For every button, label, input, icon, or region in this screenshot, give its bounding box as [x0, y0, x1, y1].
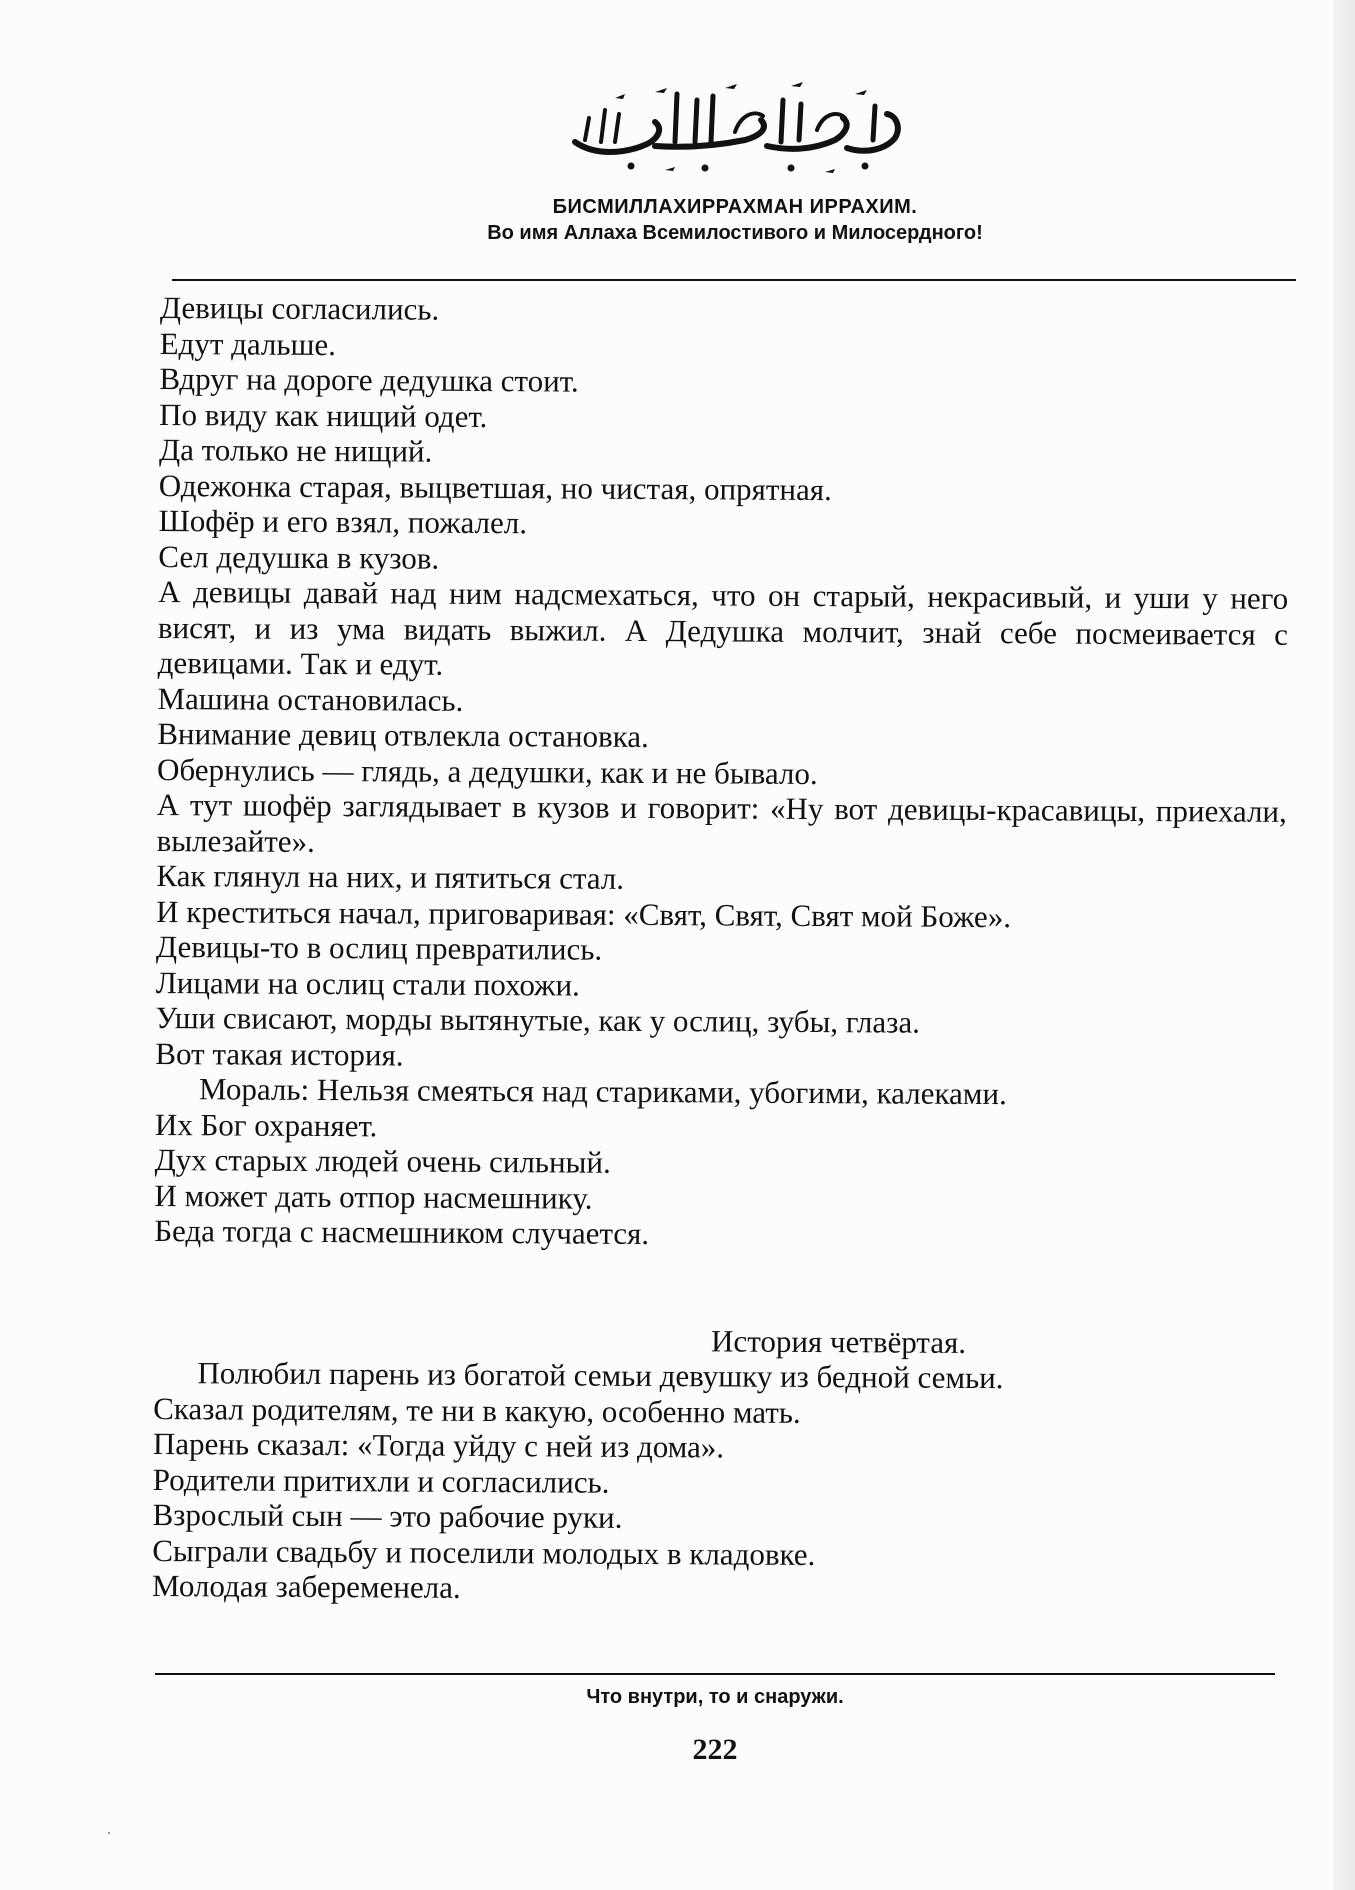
- text-line: Едут дальше.: [159, 325, 337, 362]
- text-line: Уши свисают, морды вытянутые, как у ослиц, зубы, глаза.: [155, 999, 921, 1040]
- text-line: Молодая забеременела.: [151, 1567, 461, 1605]
- text-line: И креститься начал, приговаривая: «Свят, Свят, Свят мой Боже».: [156, 893, 1012, 934]
- text-line: Как глянул на них, и пятиться стал.: [156, 857, 625, 896]
- text-line: Одежонка старая, выцветшая, но чистая, опрятная.: [158, 467, 832, 507]
- text-line: Да только не нищий.: [158, 431, 433, 469]
- text-line: По виду как нищий одет.: [159, 396, 488, 434]
- text-line: Обернулись — глядь, а дедушки, как и не бывало.: [156, 751, 818, 791]
- basmala-transliteration: БИСМИЛЛАХИРРАХМАН ИРРАХИМ.: [552, 196, 918, 218]
- text-line: Внимание девиц отвлекла остановка.: [157, 715, 649, 754]
- running-footer-motto: Что внутри, то и снаружи.: [586, 1686, 844, 1708]
- text-line: Сыграли свадьбу и поселили молодых в кладовке.: [152, 1532, 816, 1572]
- text-line: Шофёр и его взял, пожалел.: [158, 502, 528, 541]
- basmala-calligraphy-logo: [555, 70, 915, 180]
- scan-edge-shadow: [1333, 0, 1355, 1890]
- text-line: Сел дедушка в кузов.: [158, 538, 440, 576]
- text-line: Взрослый сын — это рабочие руки.: [152, 1496, 623, 1535]
- scan-speck: [108, 1832, 110, 1834]
- text-line: Их Бог охраняет.: [154, 1106, 378, 1143]
- basmala-translation: Во имя Аллаха Всемилостивого и Милосердного!: [487, 222, 983, 244]
- section-gap: [154, 1248, 1284, 1326]
- text-paragraph: А тут шофёр заглядывает в кузов и говорит: «Ну вот девицы-красавицы, приехали, вылезайте».: [156, 786, 1287, 859]
- text-line: Вот такая история.: [155, 1035, 404, 1073]
- story-text: [152, 290, 1290, 1610]
- text-line: И может дать отпор насмешнику.: [154, 1177, 593, 1216]
- page-header: [170, 70, 1300, 246]
- text-line: Лицами на ослиц стали похожи.: [155, 964, 580, 1003]
- footer-divider: [155, 1673, 1275, 1675]
- text-line: Беда тогда с насмешником случается.: [154, 1212, 650, 1252]
- text-line: Девицы-то в ослиц превратились.: [155, 928, 603, 967]
- text-line: Дух старых людей очень сильный.: [154, 1141, 611, 1180]
- text-line: Сказал родителям, те ни в какую, особенно мать.: [153, 1390, 801, 1430]
- text-line: Вдруг на дороге дедушка стоит.: [159, 360, 579, 399]
- page-footer: [155, 1683, 1275, 1767]
- text-line: Машина остановилась.: [157, 680, 464, 718]
- text-line: Полюбил парень из богатой семьи девушку из бедной семьи.: [197, 1355, 1004, 1396]
- text-paragraph: А девицы давай над ним надсмехаться, что он старый, некрасивый, и уши у него висят, и из ума видать выжил. А Дедушка молчит, знай себе посмеивается с девицами. Так и едут.: [157, 573, 1289, 682]
- text-line: Родители притихли и согласились.: [152, 1461, 610, 1500]
- text-line: Девицы согласились.: [159, 290, 440, 327]
- header-divider: [172, 279, 1296, 281]
- page-number: 222: [692, 1733, 738, 1766]
- text-line: Парень сказал: «Тогда уйду с ней из дома».: [152, 1425, 725, 1465]
- moral-line: Мораль: Нельзя смеяться над стариками, убогими, калеками.: [199, 1071, 1007, 1112]
- section-title: История четвёртая.: [711, 1322, 967, 1360]
